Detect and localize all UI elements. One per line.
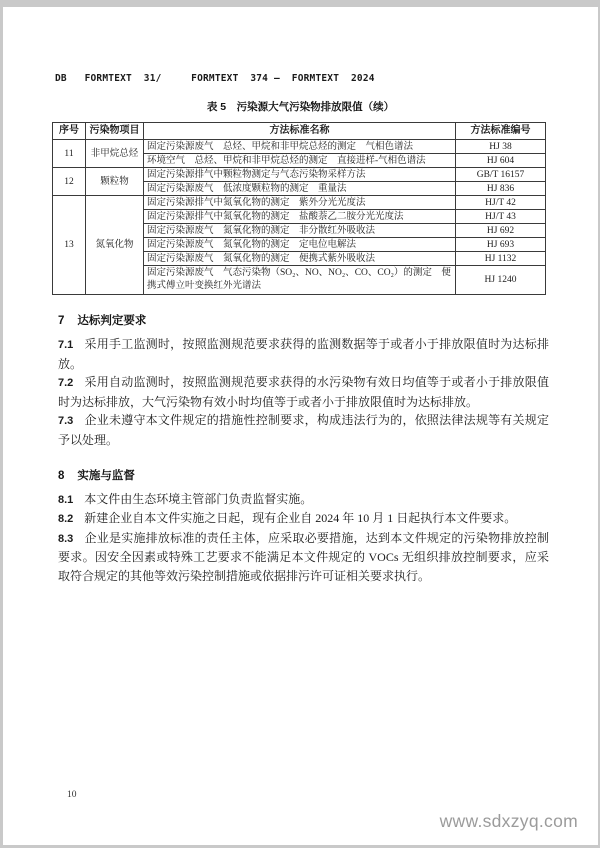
- sections: [58, 312, 549, 586]
- clause-text: 采用手工监测时，按照监测规范要求获得的监测数据等于或者小于排放限值时为达标排放。: [58, 337, 549, 371]
- column-header-pollutant: 污染物项目: [86, 123, 144, 140]
- column-header-method-code: 方法标准编号: [456, 123, 546, 140]
- column-header-seq: 序号: [53, 123, 86, 140]
- section-title: 实施与监督: [77, 469, 135, 482]
- section-heading: [58, 467, 549, 483]
- pollutant-cell: 非甲烷总烃: [86, 140, 144, 168]
- method-code-cell: HJ/T 43: [456, 210, 546, 224]
- table-header-row: [53, 123, 546, 140]
- page-number: 10: [67, 790, 77, 800]
- section-8: [58, 467, 549, 586]
- method-code-cell: GB/T 16157: [456, 168, 546, 182]
- method-name-cell: 环境空气 总烃、甲烷和非甲烷总烃的测定 直接进样-气相色谱法: [144, 154, 456, 168]
- clause-paragraph: [58, 373, 549, 411]
- pollutant-limits-table: [52, 122, 546, 295]
- clause-text: 企业未遵守本文件规定的措施性控制要求，构成违法行为的，依照法律法规等有关规定予以处理。: [58, 413, 549, 447]
- method-code-cell: HJ/T 42: [456, 196, 546, 210]
- method-name-cell: 固定污染源废气 氮氧化物的测定 便携式紫外吸收法: [144, 252, 456, 266]
- clause-text: 企业是实施排放标准的责任主体，应采取必要措施，达到本文件规定的污染物排放控制要求。因安全因素或特殊工艺要求不能满足本文件规定的 VOCs 无组织排放控制要求，应采取符合规定的其他等效污染控制措施或依据排污许可证相关要求执行。: [58, 530, 549, 583]
- clause-paragraph: [58, 335, 549, 373]
- seq-cell: 13: [53, 196, 86, 295]
- method-code-cell: HJ 1132: [456, 252, 546, 266]
- seq-cell: 11: [53, 140, 86, 168]
- method-name-cell: 固定污染源废气 低浓度颗粒物的测定 重量法: [144, 182, 456, 196]
- table-row: [53, 168, 546, 182]
- method-name-cell: 固定污染源排气中氮氧化物的测定 盐酸萘乙二胺分光光度法: [144, 210, 456, 224]
- method-name-cell: 固定污染源废气 气态污染物（SO₂、NO、NO₂、CO、CO₂）的测定 便携式傅立叶变换红外光谱法: [144, 266, 456, 295]
- method-name-cell: 固定污染源废气 总烃、甲烷和非甲烷总烃的测定 气相色谱法: [144, 140, 456, 154]
- clause-number: 7.3: [58, 415, 74, 428]
- standards-table-body: [53, 140, 546, 295]
- column-header-method-name: 方法标准名称: [144, 123, 456, 140]
- method-code-cell: HJ 836: [456, 182, 546, 196]
- table-title: 表 5 污染源大气污染物排放限值（续）: [206, 101, 395, 113]
- clause-text: 新建企业自本文件实施之日起，现有企业自 2024 年 10 月 1 日起执行本文件要求。: [84, 511, 517, 526]
- document-header-code: DB FORMTEXT 31/ FORMTEXT 374 — FORMTEXT 2024: [55, 73, 375, 84]
- section-7: [58, 312, 549, 450]
- section-number: 8: [58, 469, 65, 482]
- clause-paragraph: [58, 490, 549, 510]
- method-name-cell: 固定污染源废气 氮氧化物的测定 定电位电解法: [144, 238, 456, 252]
- method-code-cell: HJ 692: [456, 224, 546, 238]
- method-name-cell: 固定污染源排气中颗粒物测定与气态污染物采样方法: [144, 168, 456, 182]
- method-code-cell: HJ 38: [456, 140, 546, 154]
- clause-paragraph: [58, 411, 549, 449]
- seq-cell: 12: [53, 168, 86, 196]
- method-code-cell: HJ 604: [456, 154, 546, 168]
- document-page: [3, 7, 598, 845]
- clause-number: 8.2: [58, 513, 74, 526]
- section-heading: [58, 312, 549, 328]
- method-code-cell: HJ 1240: [456, 266, 546, 295]
- method-code-cell: HJ 693: [456, 238, 546, 252]
- method-name-cell: 固定污染源废气 氮氧化物的测定 非分散红外吸收法: [144, 224, 456, 238]
- clause-number: 8.3: [58, 532, 74, 545]
- section-title: 达标判定要求: [77, 315, 147, 327]
- pollutant-cell: 颗粒物: [86, 168, 144, 196]
- clause-paragraph: [58, 529, 549, 586]
- clause-number: 8.1: [58, 493, 74, 506]
- clause-text: 采用自动监测时，按照监测规范要求获得的水污染物有效日均值等于或者小于排放限值时为达标排放，大气污染物有效小时均值等于或者小于排放限值时为达标排放。: [58, 375, 549, 409]
- method-name-cell: 固定污染源排气中氮氧化物的测定 紫外分光光度法: [144, 196, 456, 210]
- table-row: [53, 140, 546, 154]
- clause-number: 7.1: [58, 339, 74, 351]
- clause-number: 7.2: [58, 377, 74, 390]
- clause-paragraph: [58, 509, 549, 529]
- table-row: [53, 196, 546, 210]
- section-number: 7: [58, 315, 65, 327]
- watermark-text: www.sdxzyq.com: [439, 811, 578, 831]
- clause-text: 本文件由生态环境主管部门负责监督实施。: [84, 491, 313, 506]
- pollutant-cell: 氮氧化物: [86, 196, 144, 295]
